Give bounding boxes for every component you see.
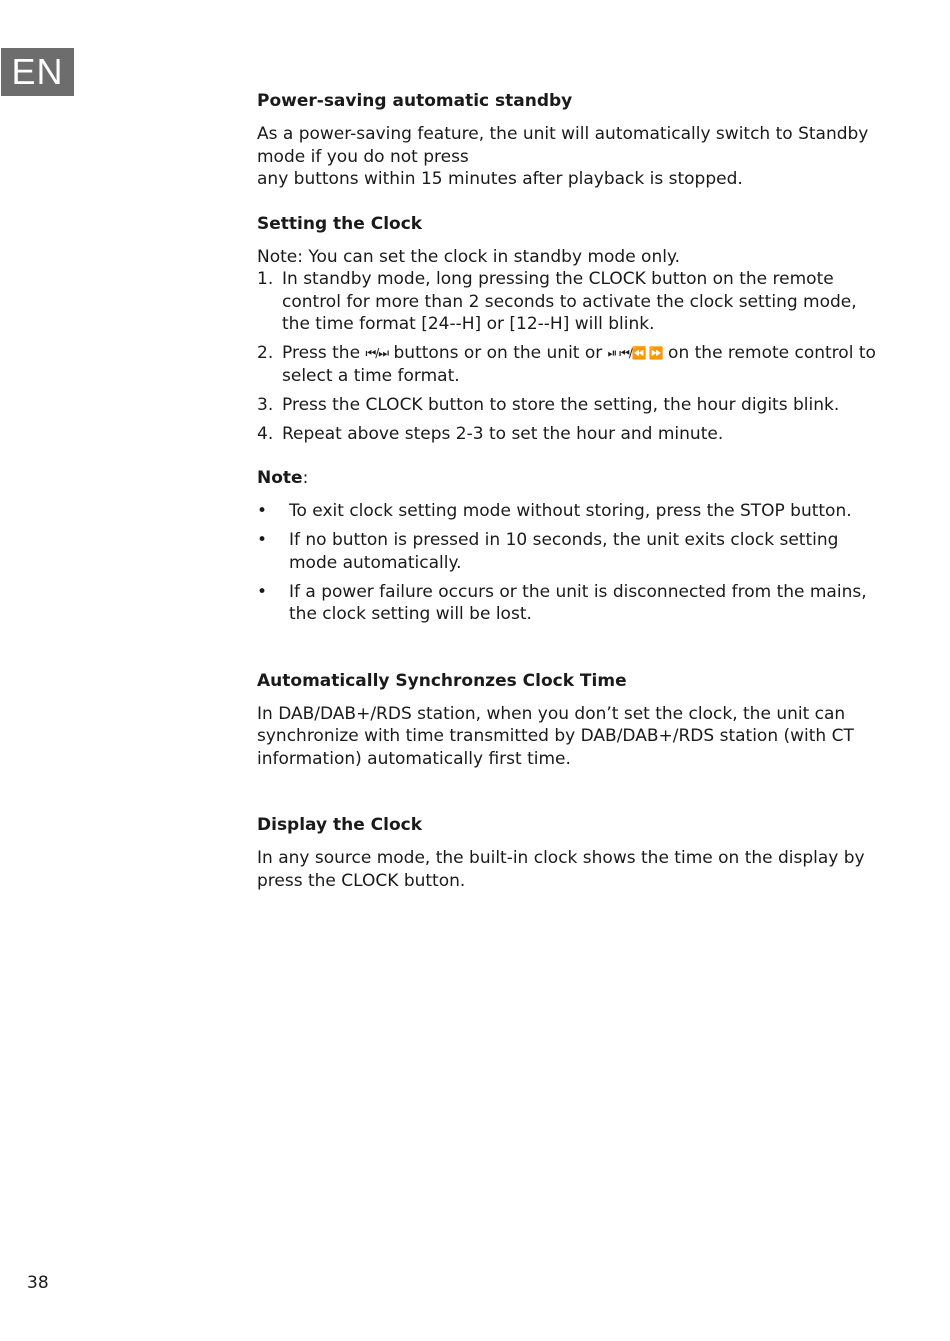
section-note (257, 465, 877, 626)
standby-text-line2: mode if you do not press (257, 146, 469, 167)
bullet-text: If no button is pressed in 10 seconds, the unit exits clock setting mode automatically. (289, 530, 839, 573)
note-bullet-item (257, 581, 877, 626)
step-text: on the remote control to select a time format. (282, 343, 876, 386)
heading-sync-clock: Automatically Synchronzes Clock Time (257, 670, 627, 691)
remote-buttons-icon: ⏯ ⏮/⏪ ⏩ (607, 346, 663, 360)
heading-standby: Power-saving automatic standby (257, 91, 573, 111)
sync-text: In DAB/DAB+/RDS station, when you don’t set the clock, the unit can synchronize with time transmitted by DAB/DAB+/RDS station (with CT information) automatically first time. (257, 703, 854, 769)
clock-step (257, 268, 877, 336)
clock-step (257, 342, 877, 387)
step-number: 3. (257, 394, 274, 415)
note-bullet-item (257, 500, 877, 523)
step-number: 4. (257, 423, 274, 444)
heading-setting-clock: Setting the Clock (257, 213, 423, 234)
bullet-icon: • (257, 530, 268, 550)
standby-text-line1: As a power-saving feature, the unit will automatically switch to Standby (257, 124, 869, 144)
step-text: Press the (282, 343, 361, 363)
step-number: 2. (257, 343, 274, 363)
page-number: 38 (27, 1273, 49, 1293)
note-title: Note (257, 468, 303, 488)
clock-step (257, 394, 877, 417)
bullet-text: If a power failure occurs or the unit is disconnected from the mains, the clock setting will be lost. (289, 581, 867, 624)
step-text: In standby mode, long pressing the CLOCK button on the remote control for more than 2 seconds to activate the clock setting mode, the time format [24--H] or [12--H] will blink. (282, 269, 857, 334)
clock-steps-list (257, 268, 877, 445)
section-standby (257, 88, 877, 191)
note-heading (257, 465, 877, 491)
step-number: 1. (257, 269, 274, 289)
bullet-text: To exit clock setting mode without storing, press the STOP button. (289, 501, 852, 521)
clock-note: Note: You can set the clock in standby mode only. (257, 246, 680, 267)
language-tab: EN (1, 48, 74, 96)
step-text: Press the CLOCK button to store the setting, the hour digits blink. (282, 394, 840, 415)
step-text: Repeat above steps 2-3 to set the hour and minute. (282, 423, 724, 444)
heading-display-clock: Display the Clock (257, 815, 423, 835)
standby-text-line3: any buttons within 15 minutes after playback is stopped. (257, 169, 743, 189)
step-text: buttons or on the unit or (393, 343, 603, 363)
skip-buttons-icon: ⏮/⏭ (365, 346, 389, 360)
clock-step (257, 423, 877, 446)
display-text: In any source mode, the built-in clock shows the time on the display by press the CLOCK button. (257, 848, 865, 891)
bullet-icon: • (257, 581, 268, 602)
section-display-clock (257, 812, 877, 892)
note-bullet-item (257, 529, 877, 574)
manual-content (257, 88, 877, 892)
section-setting-clock (257, 211, 877, 446)
bullet-icon: • (257, 501, 268, 521)
note-colon: : (302, 468, 309, 488)
section-sync-clock (257, 668, 877, 771)
note-bullet-list (257, 500, 877, 626)
